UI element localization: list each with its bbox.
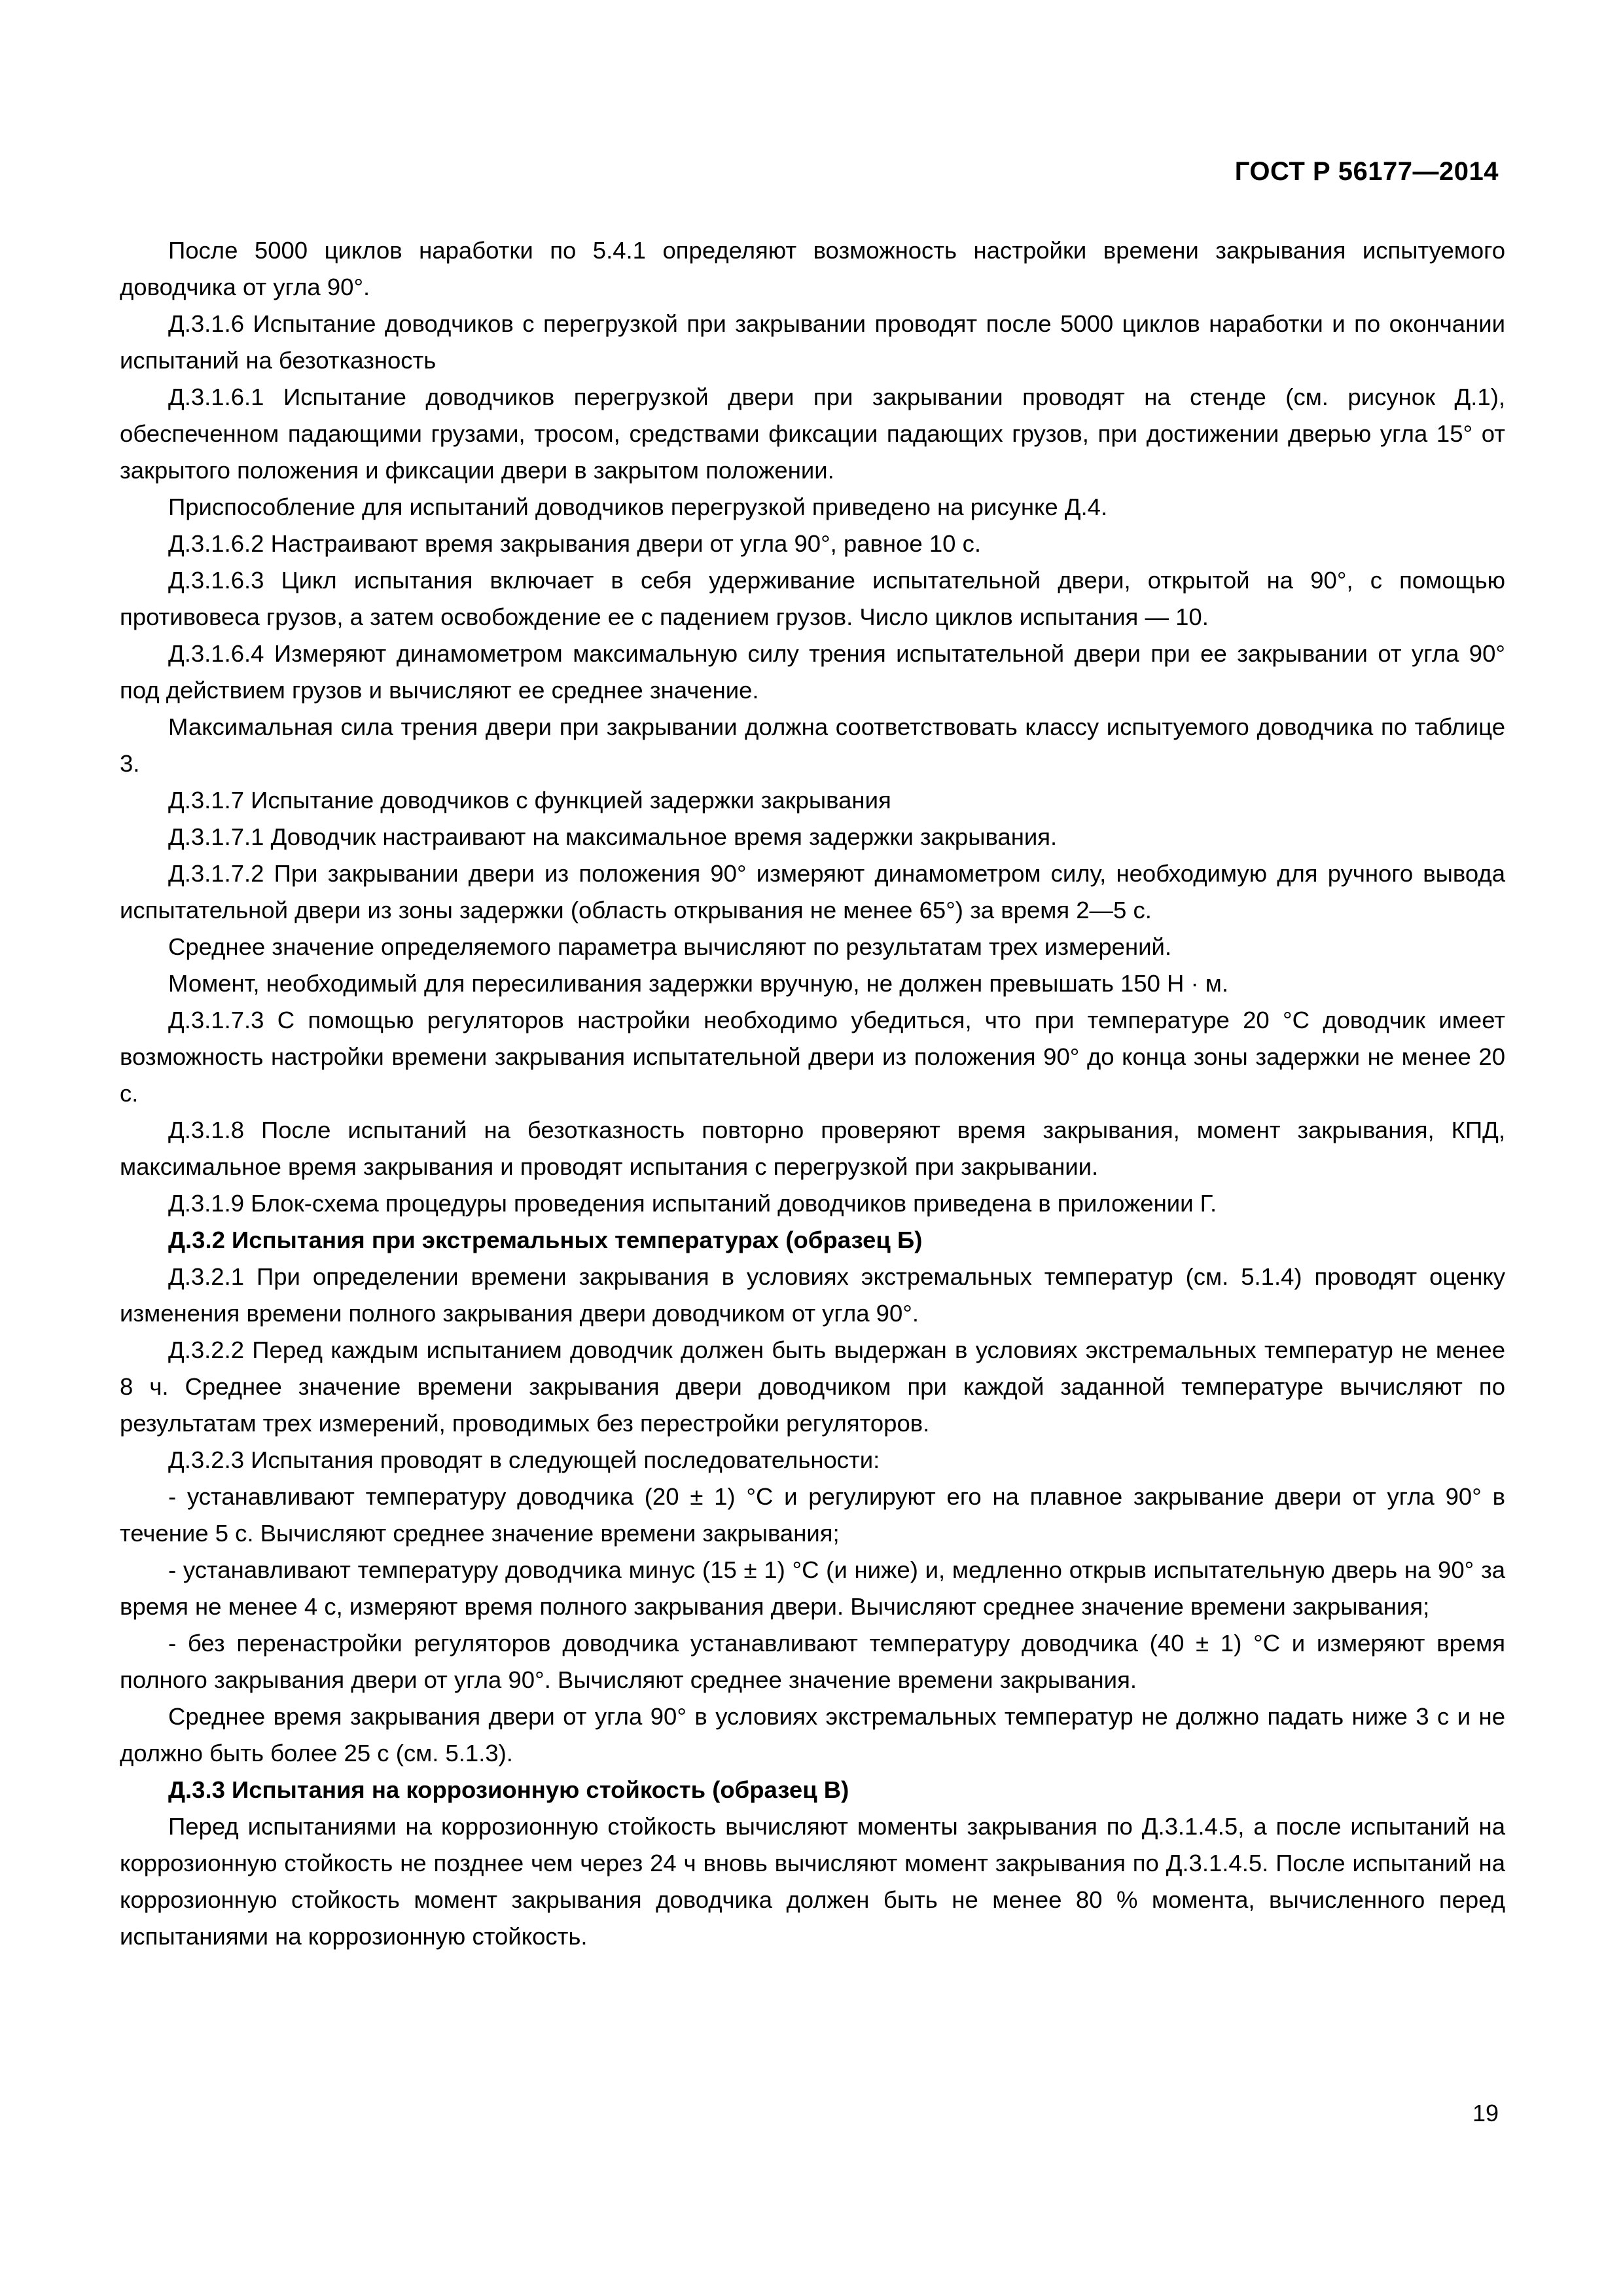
paragraph: Д.3.2.1 При определении времени закрывания в условиях экстремальных температур (см. 5.1.4) проводят оценку изменения времени полного закрывания двери доводчиком от угла 90°. xyxy=(120,1263,1505,1327)
document-header: ГОСТ Р 56177—2014 xyxy=(1234,157,1499,186)
paragraph: Д.3.1.6.3 Цикл испытания включает в себя удерживание испытательной двери, открытой на 90°, с помощью противовеса грузов, а затем освобождение ее с падением грузов. Число циклов испытания — 10. xyxy=(120,567,1505,630)
page-number: 19 xyxy=(1472,2100,1499,2126)
list-item: - без перенастройки регуляторов доводчика устанавливают температуру доводчика (40 ± 1) °С и измеряют время полного закрывания двери от угла 90°. Вычисляют среднее значение времени закрывания. xyxy=(120,1630,1505,1693)
list-item: - устанавливают температуру доводчика (20 ± 1) °С и регулируют его на плавное закрывание двери от угла 90° в течение 5 с. Вычисляют среднее значение времени закрывания; xyxy=(120,1483,1505,1547)
paragraph: Д.3.1.7.1 Доводчик настраивают на максимальное время задержки закрывания. xyxy=(168,823,1058,850)
paragraph: Д.3.1.6.4 Измеряют динамометром максимальную силу трения испытательной двери при ее закрывании от угла 90° под действием грузов и вычисляют ее среднее значение. xyxy=(120,640,1505,704)
paragraph: Д.3.1.6.2 Настраивают время закрывания двери от угла 90°, равное 10 с. xyxy=(168,530,981,557)
paragraph: Д.3.1.8 После испытаний на безотказность повторно проверяют время закрывания, момент закрывания, КПД, максимальное время закрывания и проводят испытания с перегрузкой при закрывании. xyxy=(120,1117,1505,1180)
paragraph: Д.3.1.7 Испытание доводчиков с функцией задержки закрывания xyxy=(168,787,891,814)
list-item: - устанавливают температуру доводчика минус (15 ± 1) °С (и ниже) и, медленно открыв испытательную дверь на 90° за время не менее 4 с, измеряют время полного закрывания двери. Вычисляют среднее значение времени закрывания; xyxy=(120,1556,1505,1620)
paragraph: После 5000 циклов наработки по 5.4.1 определяют возможность настройки времени закрывания испытуемого доводчика от угла 90°. xyxy=(120,237,1505,300)
paragraph: Максимальная сила трения двери при закрывании должна соответствовать классу испытуемого доводчика по таблице 3. xyxy=(120,713,1505,777)
paragraph: Д.3.2.3 Испытания проводят в следующей последовательности: xyxy=(168,1446,880,1473)
paragraph: Д.3.1.7.3 С помощью регуляторов настройки необходимо убедиться, что при температуре 20 °С доводчик имеет возможность настройки времени закрывания испытательной двери из положения 90° до конца зоны задержки не менее 20 с. xyxy=(120,1007,1505,1107)
paragraph: Д.3.1.6 Испытание доводчиков с перегрузкой при закрывании проводят после 5000 циклов наработки и по окончании испытаний на безотказность xyxy=(120,310,1505,374)
paragraph: Д.3.1.7.2 При закрывании двери из положения 90° измеряют динамометром силу, необходимую для ручного вывода испытательной двери из зоны задержки (область открывания не менее 65°) за время 2—5 с. xyxy=(120,860,1505,924)
paragraph: Среднее значение определяемого параметра вычисляют по результатам трех измерений. xyxy=(168,933,1172,960)
paragraph: Д.3.1.9 Блок-схема процедуры проведения испытаний доводчиков приведена в приложении Г. xyxy=(168,1190,1217,1217)
paragraph: Перед испытаниями на коррозионную стойкость вычисляют моменты закрывания по Д.3.1.4.5, а после испытаний на коррозионную стойкость не позднее чем через 24 ч вновь вычисляют момент закрывания по Д.3.1.4.5. После испытаний на коррозионную стойкость момент закрывания доводчика должен быть не менее 80 % момента, вычисленного перед испытаниями на коррозионную стойкость. xyxy=(120,1813,1505,1950)
paragraph: Момент, необходимый для пересиливания задержки вручную, не должен превышать 150 Н · м. xyxy=(168,970,1229,997)
section-heading: Д.3.2 Испытания при экстремальных температурах (образец Б) xyxy=(168,1227,923,1253)
document-body xyxy=(120,232,1505,1955)
paragraph: Д.3.2.2 Перед каждым испытанием доводчик должен быть выдержан в условиях экстремальных температур не менее 8 ч. Среднее значение времени закрывания двери доводчиком при каждой заданной температуре вычисляют по результатам трех измерений, проводимых без перестройки регуляторов. xyxy=(120,1336,1505,1437)
paragraph: Среднее время закрывания двери от угла 90° в условиях экстремальных температур не должно падать ниже 3 с и не должно быть более 25 с (см. 5.1.3). xyxy=(120,1703,1505,1767)
section-heading: Д.3.3 Испытания на коррозионную стойкость (образец В) xyxy=(168,1776,849,1803)
paragraph: Д.3.1.6.1 Испытание доводчиков перегрузкой двери при закрывании проводят на стенде (см. рисунок Д.1), обеспеченном падающими грузами, тросом, средствами фиксации падающих грузов, при достижении дверью угла 15° от закрытого положения и фиксации двери в закрытом положении. xyxy=(120,384,1505,484)
paragraph: Приспособление для испытаний доводчиков перегрузкой приведено на рисунке Д.4. xyxy=(168,493,1108,520)
